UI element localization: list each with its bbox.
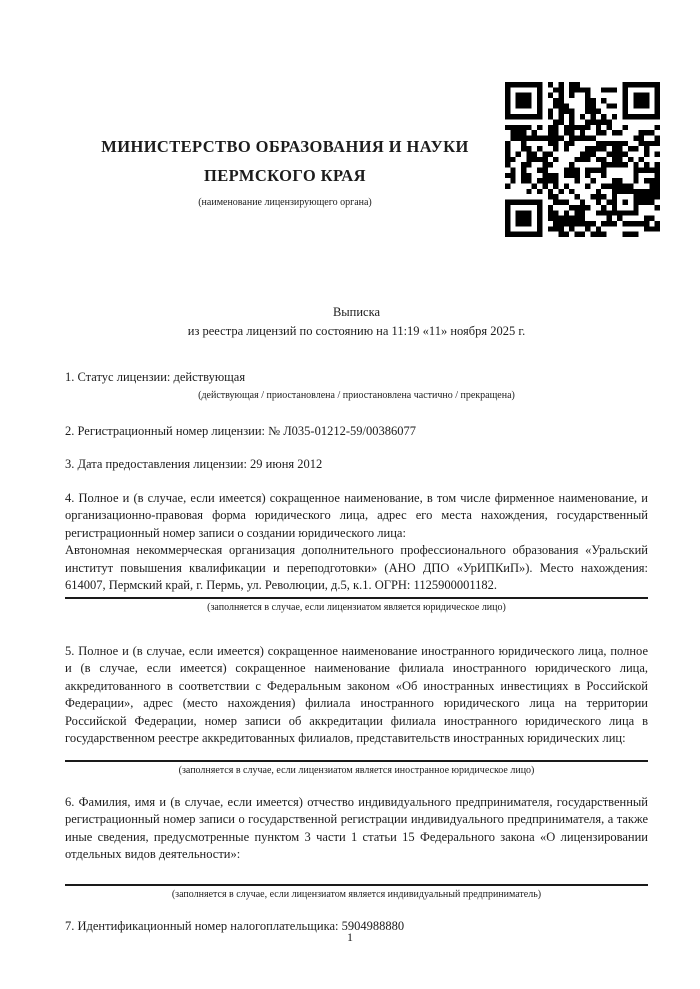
title-line2: из реестра лицензий по состоянию на 11:19 «11» ноября 2025 г. xyxy=(187,324,526,338)
item-4-caption: (заполняется в случае, если лицензиатом является юридическое лицо) xyxy=(207,601,506,613)
ministry-name-line1: МИНИСТЕРСТВО ОБРАЗОВАНИЯ И НАУКИ xyxy=(101,137,469,156)
ministry-caption: (наименование лицензирующего органа) xyxy=(198,197,372,208)
item-3-text: 3. Дата предоставления лицензии: 29 июня 2012 xyxy=(65,457,323,471)
item-6-fill-line xyxy=(65,884,648,886)
ministry-name-line2: ПЕРМСКОГО КРАЯ xyxy=(204,166,366,185)
document-header xyxy=(0,0,700,237)
document-title xyxy=(65,303,648,341)
item-1-caption: (действующая / приостановлена / приостановлена частично / прекращена) xyxy=(198,389,515,401)
item-5-fill-line xyxy=(65,760,648,762)
item-2-registration-number xyxy=(65,423,648,441)
item-5-caption: (заполняется в случае, если лицензиатом является иностранное юридическое лицо) xyxy=(178,764,535,776)
item-4-text: 4. Полное и (в случае, если имеется) сокращенное наименование, в том числе фирменное наименование, и организационно-правовая форма юридического лица, адрес его места нахождения, государственный регистрационный номер записи о создании юридического лица: xyxy=(65,490,648,540)
item-6-caption: (заполняется в случае, если лицензиатом является индивидуальный предприниматель) xyxy=(171,888,542,900)
item-5-text: 5. Полное и (в случае, если имеется) сокращенное наименование иностранного юридического лица, полное и (в случае, если имеется) сокращенное наименование филиала иностранного юридического лица, аккредитованного в соответствии с Федеральным законом «Об иностранных инвестициях в Российской Федерации», адрес (место нахождения) филиала иностранного юридического лица на территории Российской Федерации, номер записи об аккредитации филиала иностранного юридического лица в государственном реестре аккредитованных филиалов, представительств иностранных юридических лиц: xyxy=(65,643,648,745)
item-1-license-status xyxy=(65,369,648,403)
item-4-fill-line xyxy=(65,597,648,599)
item-6-empty-answer xyxy=(65,864,648,882)
item-4-legal-entity xyxy=(65,490,648,615)
item-3-license-date xyxy=(65,456,648,474)
item-4-answer: Автономная некоммерческая организация дополнительного профессионального образования «Уральский институт повышения квалификации и переподготовки» (АНО ДПО «УрИПКиП»). Место нахождения: 614007, Пермский край, г. Пермь, ул. Революции, д.5, к.1. ОГРН: 1125900001182. xyxy=(65,543,648,592)
item-5-foreign-entity xyxy=(65,643,648,778)
document-body xyxy=(0,303,700,935)
item-1-text: 1. Статус лицензии: действующая xyxy=(65,370,246,384)
item-7-text: 7. Идентификационный номер налогоплательщика: 5904988880 xyxy=(65,918,405,933)
page-number: 1 xyxy=(347,930,353,944)
title-line1: Выписка xyxy=(332,305,381,319)
qr-code-icon xyxy=(505,82,660,237)
item-2-text: 2. Регистрационный номер лицензии: № Л035-01212-59/00386077 xyxy=(65,423,416,438)
item-6-text: 6. Фамилия, имя и (в случае, если имеется) отчество индивидуального предпринимателя, государственный регистрационный номер записи о государственной регистрации индивидуального предпринимателя, а также иные сведения, предусмотренные пунктом 3 части 1 статьи 15 Федерального закона «О лицензировании отдельных видов деятельности»: xyxy=(65,794,648,861)
licensing-authority-block xyxy=(65,82,505,209)
item-5-empty-answer xyxy=(65,748,648,758)
item-6-individual-entrepreneur xyxy=(65,794,648,902)
